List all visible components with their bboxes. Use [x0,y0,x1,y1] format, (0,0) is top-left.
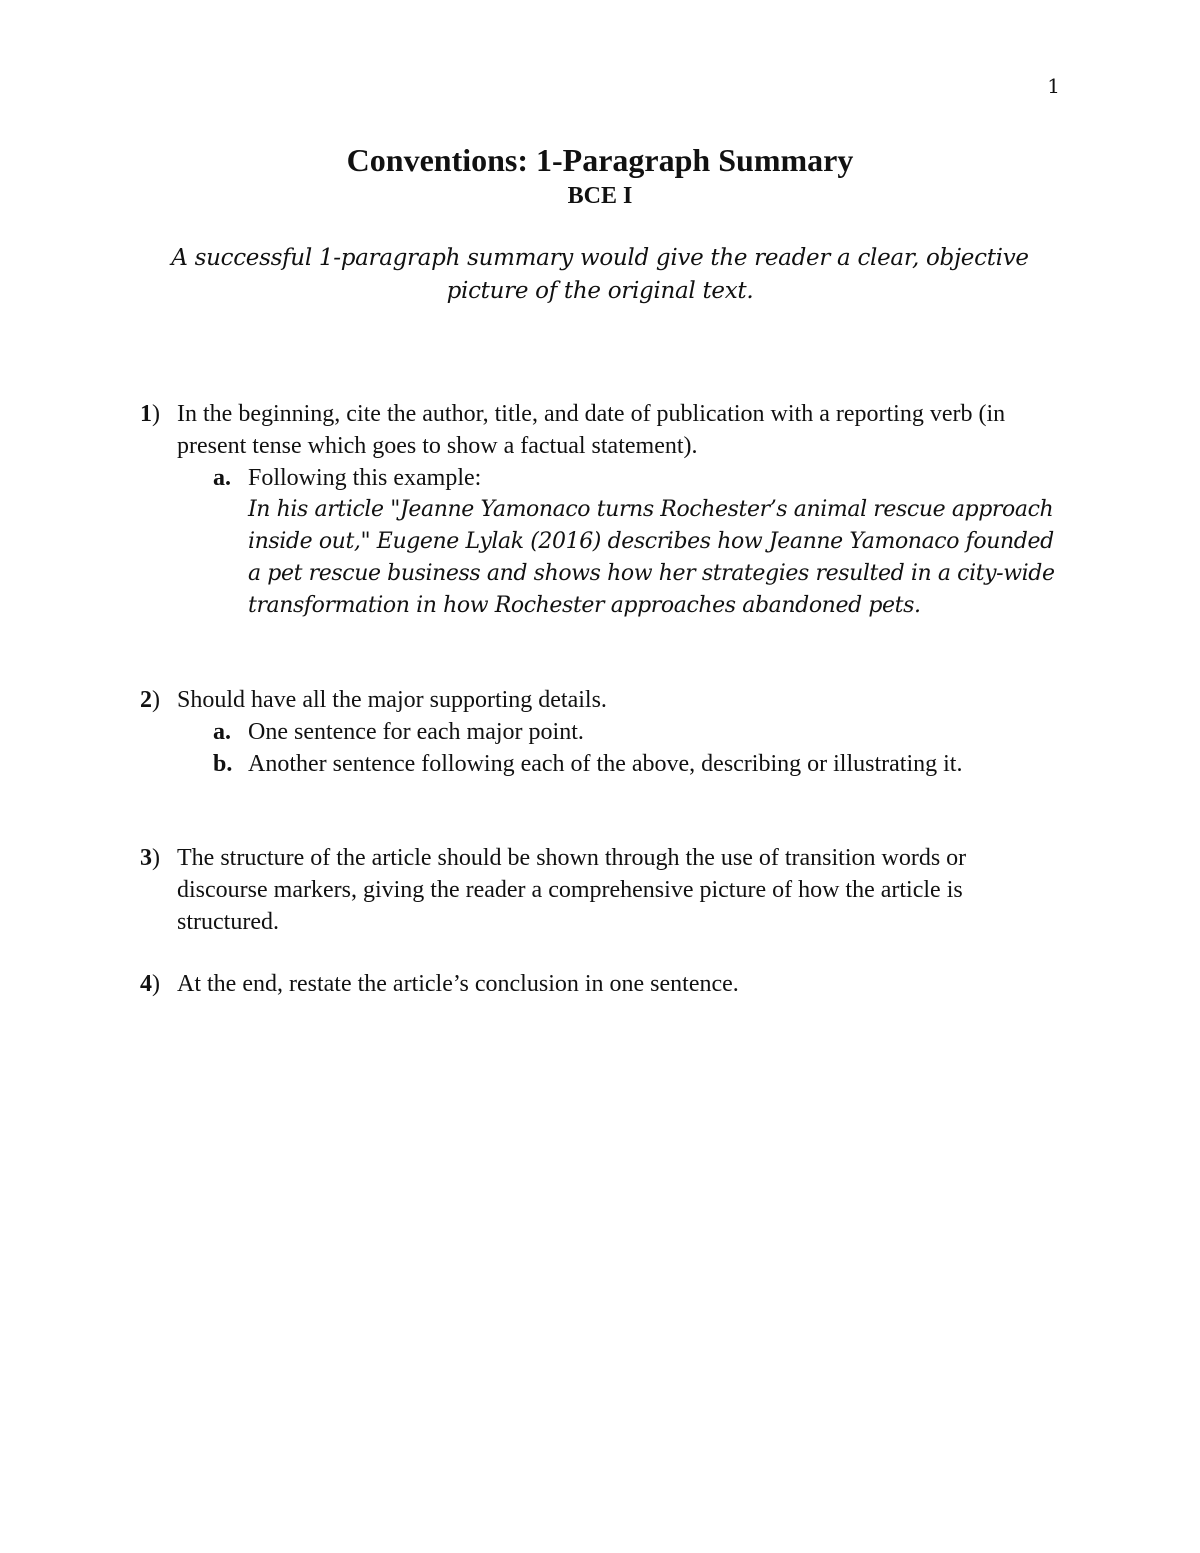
sub-item-text: Following this example: [248,465,482,491]
list-number: 1) [140,401,160,427]
document-title: Conventions: 1-Paragraph Summary [346,142,854,178]
sub-item-letter: a. [213,465,231,491]
list-number: 4) [140,971,160,997]
intro-statement: A successful 1-paragraph summary would give the reader a clear, objective picture of the original text. [171,245,1029,304]
page-number: 1 [1047,74,1060,98]
sub-item-2b [177,748,1060,780]
example-quote: In his article "Jeanne Yamonaco turns Rochester’s animal rescue approach inside out," Eugene Lylak (2016) describes how Jeanne Yamonaco founded a pet rescue business and shows how her strategies resulted in a city-wide transformation in how Rochester approaches abandoned pets. [248,497,1055,618]
list-item-1 [140,398,1060,622]
document-subtitle: BCE I [567,183,633,209]
list-item-text: Should have all the major supporting details. [177,687,607,713]
sub-item-text: One sentence for each major point. [248,719,584,745]
list-item-text: At the end, restate the article’s conclusion in one sentence. [177,971,739,997]
sub-item-letter: b. [213,751,233,777]
sub-item-letter: a. [213,719,231,745]
list-item-3 [140,842,1060,938]
list-item-2 [140,684,1060,780]
sub-item-2a [177,716,1060,748]
list-number: 2) [140,687,160,713]
list-number: 3) [140,845,160,871]
list-item-text: In the beginning, cite the author, title, and date of publication with a reporting verb (in present tense which goes to show a factual statement). [177,401,1006,459]
list-item-4 [140,968,1060,1000]
sub-item-text: Another sentence following each of the above, describing or illustrating it. [248,751,963,777]
list-item-text: The structure of the article should be shown through the use of transition words or discourse markers, giving the reader a comprehensive picture of how the article is structured. [177,845,967,935]
sub-item-1a [177,462,1060,494]
